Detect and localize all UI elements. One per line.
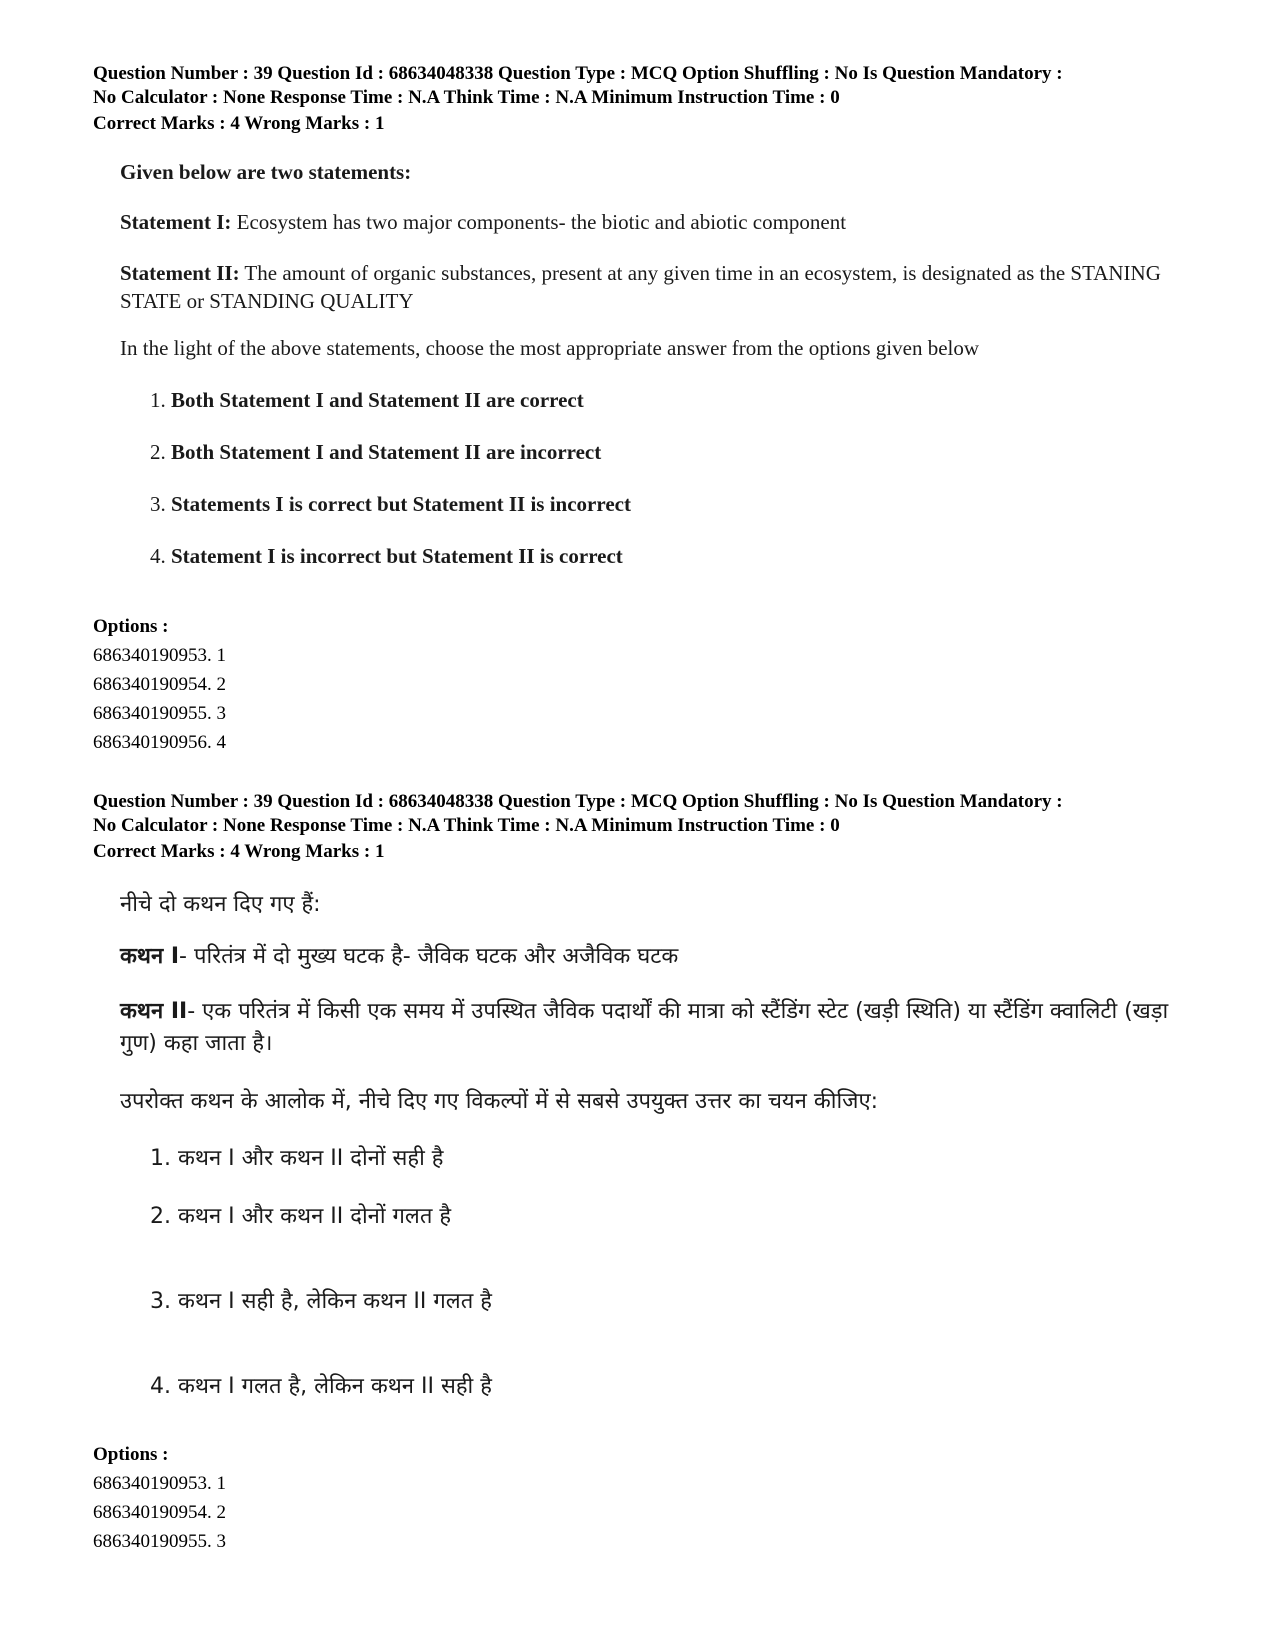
question-instruction: In the light of the above statements, choose the most appropriate answer from the options given below: [120, 336, 980, 360]
meta-line-1: Question Number : 39 Question Id : 68634048338 Question Type : MCQ Option Shuffling : No Is Question Mandatory :: [93, 791, 1063, 812]
statement-1: [120, 210, 846, 235]
meta-line-1: Question Number : 39 Question Id : 68634048338 Question Type : MCQ Option Shuffling : No Is Question Mandatory :: [93, 63, 1063, 84]
question-intro: Given below are two statements:: [120, 160, 412, 184]
options-label: Options :: [93, 616, 169, 637]
marks-line: Correct Marks : 4 Wrong Marks : 1: [93, 841, 385, 862]
statement-1-label: कथन I: [120, 944, 180, 969]
choice-item: 2. Both Statement I and Statement II are incorrect: [150, 440, 602, 464]
option-row: 686340190955. 3: [93, 703, 226, 724]
question-meta-header: [93, 62, 1063, 110]
option-row: 686340190956. 4: [93, 732, 226, 753]
meta-line-2: No Calculator : None Response Time : N.A Think Time : N.A Minimum Instruction Time : 0: [93, 815, 840, 836]
option-row: 686340190954. 2: [93, 674, 226, 695]
question-intro: नीचे दो कथन दिए गए हैं:: [120, 892, 321, 917]
options-list: [93, 612, 226, 757]
option-row: 686340190953. 1: [93, 1473, 226, 1494]
statement-2: [120, 259, 1170, 315]
question-meta-header: [93, 790, 1063, 838]
statement-1-text: - परितंत्र में दो मुख्य घटक है- जैविक घटक और अजैविक घटक: [179, 944, 679, 969]
choice-item: 1. कथन I और कथन II दोनों सही है: [150, 1146, 444, 1171]
choice-item: 1. Both Statement I and Statement II are correct: [150, 388, 584, 412]
option-row: 686340190953. 1: [93, 645, 226, 666]
option-row: 686340190954. 2: [93, 1502, 226, 1523]
statement-2-label: कथन II: [120, 999, 188, 1024]
marks-line: Correct Marks : 4 Wrong Marks : 1: [93, 113, 385, 134]
options-list: [93, 1440, 226, 1556]
choice-item: 4. कथन I गलत है, लेकिन कथन II सही है: [150, 1374, 492, 1399]
choice-item: 4. Statement I is incorrect but Statement II is correct: [150, 544, 623, 568]
statement-1: [120, 940, 678, 970]
statement-2-text: - एक परितंत्र में किसी एक समय में उपस्थित जैविक पदार्थों की मात्रा को स्टैंडिंग स्टेट (खड़ी स्थिति) या स्टैंडिंग क्वालिटी (खड़ा गुण) कहा जाता है।: [120, 999, 1169, 1056]
statement-1-label: Statement I:: [120, 210, 232, 234]
choice-item: 3. Statements I is correct but Statement II is incorrect: [150, 492, 631, 516]
question-instruction: उपरोक्त कथन के आलोक में, नीचे दिए गए विकल्पों में से सबसे उपयुक्त उत्तर का चयन कीजिए:: [120, 1089, 879, 1114]
options-label: Options :: [93, 1444, 169, 1465]
statement-1-text: Ecosystem has two major components- the biotic and abiotic component: [231, 210, 847, 234]
statement-2-text: The amount of organic substances, present at any given time in an ecosystem, is designated as the STANING STATE or STANDING QUALITY: [120, 261, 1161, 313]
meta-line-2: No Calculator : None Response Time : N.A Think Time : N.A Minimum Instruction Time : 0: [93, 87, 840, 108]
choice-item: 3. कथन I सही है, लेकिन कथन II गलत है: [150, 1289, 492, 1314]
option-row: 686340190955. 3: [93, 1531, 226, 1552]
choice-item: 2. कथन I और कथन II दोनों गलत है: [150, 1204, 452, 1229]
statement-2: [120, 996, 1180, 1060]
statement-2-label: Statement II:: [120, 261, 240, 285]
